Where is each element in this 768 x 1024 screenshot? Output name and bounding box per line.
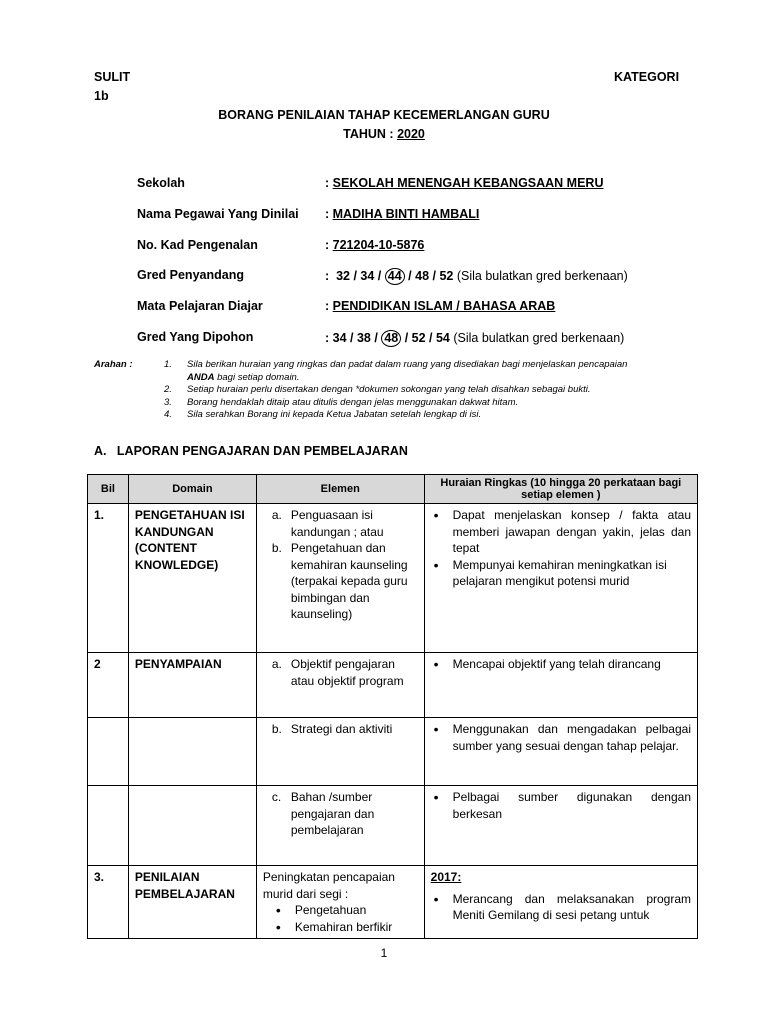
- huraian-year: 2017:: [430, 870, 462, 884]
- row-huraian[interactable]: [424, 786, 697, 866]
- instruction-item: 4. Sila serahkan Borang ini kepada Ketua Jabatan setelah lengkap di isi.: [164, 409, 482, 421]
- info-row-mata-pelajaran: [137, 299, 697, 317]
- row-bil: [88, 718, 129, 786]
- row-elemen: [256, 504, 424, 653]
- classification-label: SULIT: [94, 70, 131, 84]
- selected-grade-circle: 48: [381, 330, 401, 347]
- info-label: No. Kad Pengenalan: [137, 238, 258, 252]
- info-row-gred-dipohon: [137, 330, 697, 348]
- row-elemen: [256, 786, 424, 866]
- row-domain: PENILAIAN PEMBELAJARAN: [128, 866, 256, 939]
- header-bil: Bil: [88, 475, 129, 504]
- info-row-kad: [137, 238, 697, 256]
- elemen-item: a. Objektif pengajaran atau objektif program: [271, 657, 404, 688]
- section-a-title: A. LAPORAN PENGAJARAN DAN PEMBELAJARAN: [94, 444, 408, 458]
- table-row: [88, 866, 698, 939]
- row-huraian[interactable]: [424, 866, 697, 939]
- row-huraian[interactable]: [424, 653, 697, 718]
- huraian-item: • Mencapai objektif yang telah dirancang: [431, 656, 691, 673]
- elemen-item: • Pengetahuan: [273, 902, 418, 919]
- info-label: Gred Yang Dipohon: [137, 330, 254, 344]
- huraian-item: • Dapat menjelaskan konsep / fakta atau memberi jawapan dengan yakin, jelas dan tepat: [431, 507, 691, 557]
- category-code: 1b: [94, 89, 109, 103]
- info-row-nama: [137, 207, 697, 225]
- form-year-label: TAHUN :: [343, 127, 394, 141]
- row-elemen: [256, 653, 424, 718]
- info-label: Gred Penyandang: [137, 268, 244, 282]
- info-value: : 721204-10-5876: [325, 238, 425, 252]
- row-domain: PENGETAHUAN ISI KANDUNGAN (CONTENT KNOWLEDGE): [128, 504, 256, 653]
- elemen-item: c. Bahan /sumber pengajaran dan pembelajaran: [271, 790, 375, 837]
- huraian-item: • Mempunyai kemahiran meningkatkan isi pelajaran mengikut potensi murid: [431, 557, 691, 590]
- header-huraian: Huraian Ringkas (10 hingga 20 perkataan bagi setiap elemen ): [424, 475, 697, 504]
- row-bil: 3.: [88, 866, 129, 939]
- table-header-row: [88, 475, 698, 504]
- info-row-gred-penyandang: [137, 268, 697, 286]
- table-row: [88, 718, 698, 786]
- form-title: BORANG PENILAIAN TAHAP KECEMERLANGAN GURU: [218, 108, 550, 122]
- table-row: [88, 786, 698, 866]
- elemen-item: • Kemahiran berfikir: [273, 919, 418, 936]
- row-bil: 2: [88, 653, 129, 718]
- instructions-heading: Arahan :: [94, 359, 133, 370]
- huraian-item: • Merancang dan melaksanakan program Meniti Gemilang di sesi petang untuk: [431, 891, 691, 924]
- info-value: : SEKOLAH MENENGAH KEBANGSAAN MERU: [325, 176, 604, 190]
- elemen-item: a. Penguasaan isi kandungan ; atau: [271, 508, 384, 539]
- table-row: [88, 504, 698, 653]
- row-huraian[interactable]: [424, 504, 697, 653]
- table-row: [88, 653, 698, 718]
- form-year-value: 2020: [397, 127, 425, 141]
- huraian-item: • Menggunakan dan mengadakan pelbagai sumber yang sesuai dengan tahap pelajar.: [431, 721, 691, 754]
- evaluation-table: [87, 474, 698, 939]
- row-domain: [128, 786, 256, 866]
- row-bil: 1.: [88, 504, 129, 653]
- info-value: : 32 / 34 / 44 / 48 / 52 (Sila bulatkan gred berkenaan): [325, 269, 628, 283]
- info-label: Nama Pegawai Yang Dinilai: [137, 207, 299, 221]
- form-year-line: [0, 127, 768, 141]
- info-row-sekolah: [137, 176, 697, 194]
- row-domain: PENYAMPAIAN: [128, 653, 256, 718]
- info-label: Sekolah: [137, 176, 185, 190]
- info-value: : PENDIDIKAN ISLAM / BAHASA ARAB: [325, 299, 556, 313]
- selected-grade-circle: 44: [385, 268, 405, 285]
- header-elemen: Elemen: [256, 475, 424, 504]
- elemen-item: b. Strategi dan aktiviti: [271, 722, 393, 736]
- info-value: : MADIHA BINTI HAMBALI: [325, 207, 480, 221]
- huraian-item: • Pelbagai sumber digunakan dengan berkesan: [431, 789, 691, 822]
- info-label: Mata Pelajaran Diajar: [137, 299, 263, 313]
- instruction-item: 3. Borang hendaklah ditaip atau ditulis dengan jelas menggunakan dakwat hitam.: [164, 396, 519, 408]
- elemen-item: b. Pengetahuan dan kemahiran kaunseling (terpakai kepada guru bimbingan dan kaunseling): [271, 541, 408, 621]
- instruction-item: 2. Setiap huraian perlu disertakan dengan *dokumen sokongan yang telah disahkan sebagai bukti.: [164, 384, 591, 396]
- header-domain: Domain: [128, 475, 256, 504]
- instruction-item: 1. Sila berikan huraian yang ringkas dan padat dalam ruang yang disediakan bagi menjelaskan pencapaian ANDA bagi setiap domain.: [164, 359, 628, 383]
- page-number: 1: [380, 946, 388, 960]
- row-huraian[interactable]: [424, 718, 697, 786]
- row-bil: [88, 786, 129, 866]
- row-elemen: [256, 718, 424, 786]
- row-domain: [128, 718, 256, 786]
- info-value: : 34 / 38 / 48 / 52 / 54 (Sila bulatkan gred berkenaan): [325, 331, 625, 345]
- elemen-intro: Peningkatan pencapaian murid dari segi :: [262, 870, 395, 901]
- row-elemen: [256, 866, 424, 939]
- category-label: KATEGORI: [614, 70, 680, 84]
